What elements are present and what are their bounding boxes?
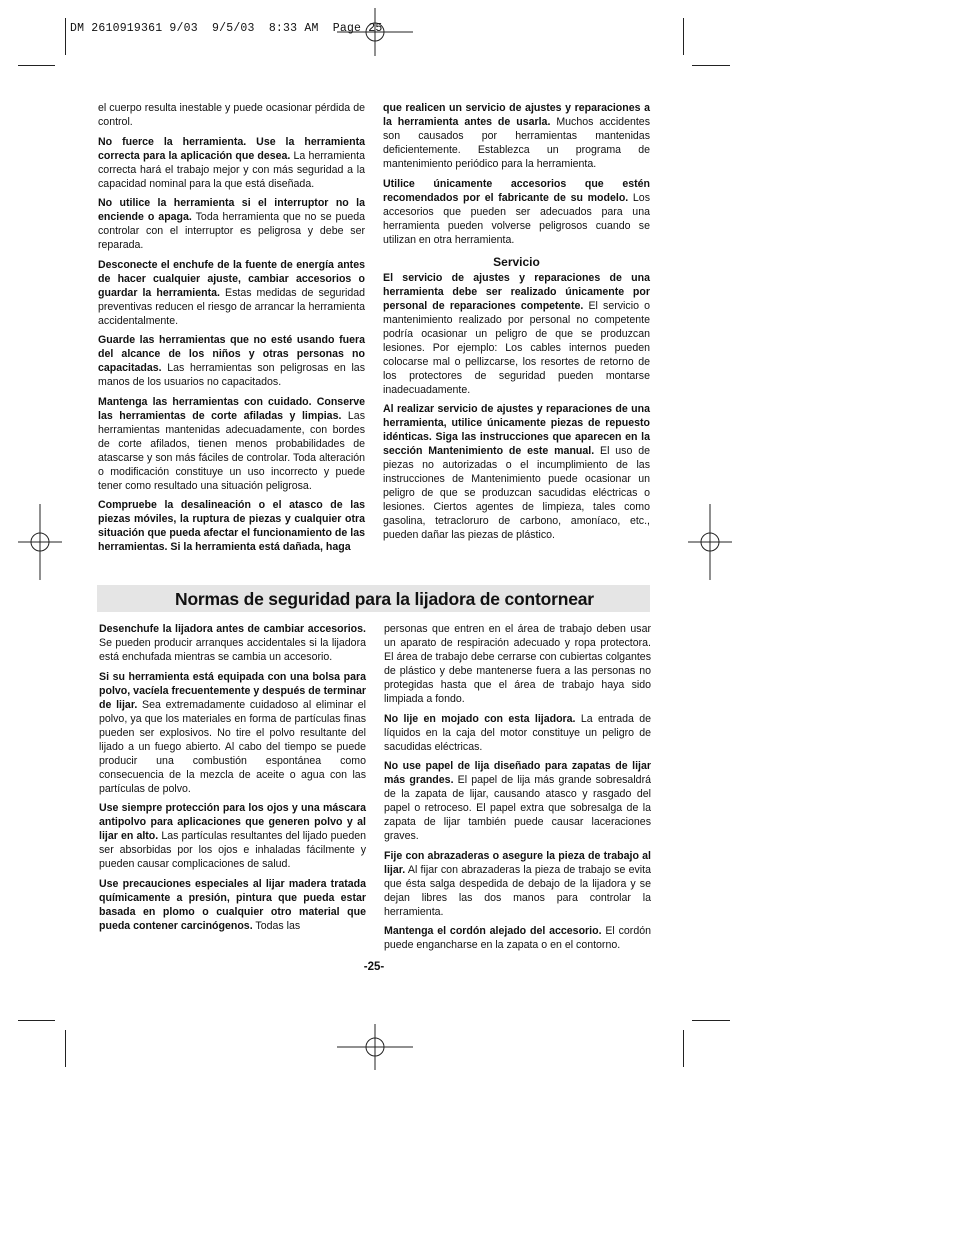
- paragraph: el cuerpo resulta inestable y puede ocasionar pérdida de control.: [98, 102, 365, 128]
- paragraph: Mantenga el cordón alejado del accesorio. El cordón puede engancharse en la zapata o en el contorno.: [384, 925, 651, 951]
- crop-mark: [18, 1020, 55, 1021]
- section-title: Normas de seguridad para la lijadora de contornear: [175, 589, 594, 609]
- paragraph: Utilice únicamente accesorios que estén recomendados por el fabricante de su modelo. Los accesorios que pueden ser adecuados para una herramienta pueden volverse peligrosos cuando se utilizan en otra herramienta.: [383, 177, 650, 246]
- paragraph: No lije en mojado con esta lijadora. La entrada de líquidos en la caja del motor constituye un peligro de sacudidas eléctricas.: [384, 712, 651, 753]
- paragraph: El servicio de ajustes y reparaciones de una herramienta debe ser realizado únicamente por personal de reparaciones competente. El servicio o mantenimiento realizado por personal no competente podría ocasionar un peligro de que se produzcan lesiones. Por ejemplo: Los cables internos pueden colocarse mal o pellizcarse, los resortes de retorno de los protectores de seguridad pueden montarse inadecuadamente.: [383, 271, 650, 396]
- top-right-column: [383, 101, 650, 548]
- paragraph: Fije con abrazaderas o asegure la pieza de trabajo al lijar. Al fijar con abrazaderas la pieza de trabajo se evita que ésta salga despedida de debajo de la lijadora y se dejan libres las dos manos para controlar la herramienta.: [384, 849, 651, 918]
- crop-mark: [692, 65, 730, 66]
- page-number: -25-: [363, 961, 385, 973]
- top-left-column: [98, 101, 365, 560]
- crop-mark: [65, 18, 66, 55]
- registration-mark-icon: [337, 8, 413, 56]
- paragraph: Use siempre protección para los ojos y una máscara antipolvo para aplicaciones que generen polvo y al lijar en alto. Las partículas resultantes del lijado pueden ser absorbidas por los ojos e inhaladas fácilmente y pueden causar complicaciones de salud.: [99, 802, 367, 870]
- bottom-right-column: [384, 622, 651, 958]
- paragraph: No utilice la herramienta si el interruptor no la enciende o apaga. Toda herramienta que no se pueda controlar con el interruptor es peligrosa y debe ser reparada.: [98, 197, 366, 251]
- paragraph: Al realizar servicio de ajustes y reparaciones de una herramienta, utilice únicamente piezas de repuesto idénticas. Siga las instrucciones que aparecen en la sección Mantenimiento de este manual. El uso de piezas no autorizadas o el incumplimiento de las instrucciones de Mantenimiento puede ocasionar un peligro de que se produzcan sacudidas eléctricas o lesiones. Ciertos agentes de limpieza, tales como gasolina, tetracloruro de carbono, amoníaco, etc., pueden dañar las piezas de plástico.: [383, 403, 650, 541]
- paragraph: Mantenga las herramientas con cuidado. Conserve las herramientas de corte afiladas y limpias. Las herramientas mantenidas adecuadamente, con bordes de corte afilados, tienen menos probabilidades de atascarse y son más fáciles de controlar. Toda alteración o modificación constituye un uso incorrecto y puede tener como resultado una situación peligrosa.: [98, 395, 365, 492]
- paragraph: que realicen un servicio de ajustes y reparaciones a la herramienta antes de usarla. Muchos accidentes son causados por herramientas mantenidas deficientemente. Establezca un programa de mantenimiento periódico para la herramienta.: [383, 102, 650, 170]
- paragraph: Use precauciones especiales al lijar madera tratada químicamente a presión, pintura que pueda estar basada en plomo o cualquier otro material que pueda contener carcinógenos. Todas las: [99, 877, 366, 932]
- bottom-left-column: [99, 622, 366, 938]
- paragraph: No use papel de lija diseñado para zapatas de lijar más grandes. El papel de lija más grande sobresaldrá de la zapata de lijar, causando atasco y rasgado del papel o retroceso. El papel extra que sobresalga de la zapata de lijar también puede causar laceraciones graves.: [384, 760, 651, 842]
- crop-mark: [692, 1020, 730, 1021]
- registration-mark-icon: [337, 1024, 413, 1070]
- registration-mark-icon: [18, 504, 62, 580]
- crop-mark: [683, 1030, 684, 1067]
- paragraph: Desenchufe la lijadora antes de cambiar accesorios. Se pueden producir arranques accidentales si la lijadora está enchufada mientras se cambia un accesorio.: [99, 623, 366, 663]
- paragraph: Desconecte el enchufe de la fuente de energía antes de hacer cualquier ajuste, cambiar accesorios o guardar la herramienta. Estas medidas de seguridad preventivas reducen el riesgo de arrancar la herramienta accidentalmente.: [98, 258, 365, 327]
- paragraph: Guarde las herramientas que no esté usando fuera del alcance de los niños y otras personas no capacitadas. Las herramientas son peligrosas en las manos de los usuarios no capacitados.: [98, 334, 365, 388]
- section-banner: [97, 585, 650, 612]
- crop-mark: [683, 18, 684, 55]
- crop-mark: [65, 1030, 66, 1067]
- crop-mark: [18, 65, 55, 66]
- paragraph: Si su herramienta está equipada con una bolsa para polvo, vacíela frecuentemente y después de terminar de lijar. Sea extremadamente cuidadoso al eliminar el polvo, ya que los materiales en forma de partículas finas pueden ser explosivos. No tire el polvo resultante del lijado a un fuego abierto. Al cabo del tiempo se puede producir una combustión espontánea como consecuencia de la mezcla de aceite o agua con las partículas de polvo.: [99, 670, 366, 795]
- paragraph: Compruebe la desalineación o el atasco de las piezas móviles, la ruptura de piezas y cualquier otra situación que pueda afectar el funcionamiento de las herramientas. Si la herramienta está dañada, haga: [98, 499, 365, 553]
- printer-slug-line: DM 2610919361 9/03 9/5/03 8:33 AM Page 25: [70, 22, 383, 35]
- registration-mark-icon: [688, 504, 732, 580]
- paragraph: personas que entren en el área de trabajo deben usar un aparato de respiración adecuado y ropa protectora. El área de trabajo debe cerrarse con cubiertas colgantes de plástico y debe mantenerse fuera a las personas no protegidas hasta que el área de trabajo haya sido limpiada a fondo.: [384, 623, 651, 705]
- servicio-heading: Servicio: [493, 254, 540, 269]
- paragraph: No fuerce la herramienta. Use la herramienta correcta para la aplicación que desea. La herramienta correcta hará el trabajo mejor y con más seguridad a la capacidad nominal para la que está diseñada.: [98, 135, 365, 190]
